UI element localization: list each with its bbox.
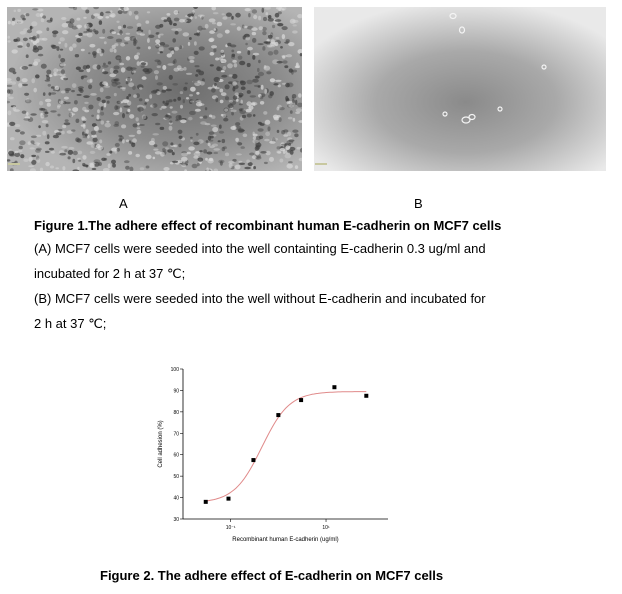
data-point: [204, 500, 208, 504]
caption-b-line-1: (B) MCF7 cells were seeded into the well without E-cadherin and incubated for: [34, 291, 486, 306]
data-point: [226, 497, 230, 501]
panel-label-a: A: [119, 196, 128, 211]
y-tick-label: 90: [173, 388, 179, 395]
panel-label-b: B: [414, 196, 423, 211]
scale-bar-icon: [315, 163, 327, 165]
adhesion-chart: [150, 360, 410, 550]
x-axis-label: Recombinant human E-cadherin (ug/ml): [232, 537, 339, 543]
caption-a-line-2: incubated for 2 h at 37 ℃;: [34, 266, 186, 281]
y-tick-label: 30: [173, 517, 179, 523]
y-tick-label: 50: [173, 474, 179, 481]
x-tick-label: 10⁻¹: [225, 525, 236, 531]
y-tick-label: 40: [173, 495, 179, 502]
caption-a-line-1: (A) MCF7 cells were seeded into the well containting E-cadherin 0.3 ug/ml and: [34, 241, 486, 256]
caption-b-line-2: 2 h at 37 ℃;: [34, 316, 107, 331]
figure-2-title: Figure 2. The adhere effect of E-cadherin on MCF7 cells: [100, 568, 444, 583]
data-point: [299, 398, 303, 402]
fit-curve: [206, 392, 367, 501]
micrograph-a-image: [7, 7, 302, 171]
y-tick-label: 70: [173, 431, 179, 438]
data-point: [332, 385, 336, 389]
micrograph-a: [7, 7, 302, 171]
scale-bar-icon: [8, 163, 20, 165]
data-point: [364, 394, 368, 398]
y-axis-label: Cell adhesion (%): [158, 420, 164, 468]
micrograph-b: [314, 7, 606, 171]
data-point: [251, 458, 255, 462]
data-point: [276, 413, 280, 417]
x-tick-label: 10¹: [322, 525, 330, 531]
micrograph-b-image: [314, 7, 606, 171]
figure-1-title: Figure 1.The adhere effect of recombinant human E-cadherin on MCF7 cells: [34, 218, 502, 233]
y-tick-label: 100: [170, 367, 179, 373]
y-tick-label: 80: [173, 409, 179, 416]
y-tick-label: 60: [173, 452, 179, 459]
